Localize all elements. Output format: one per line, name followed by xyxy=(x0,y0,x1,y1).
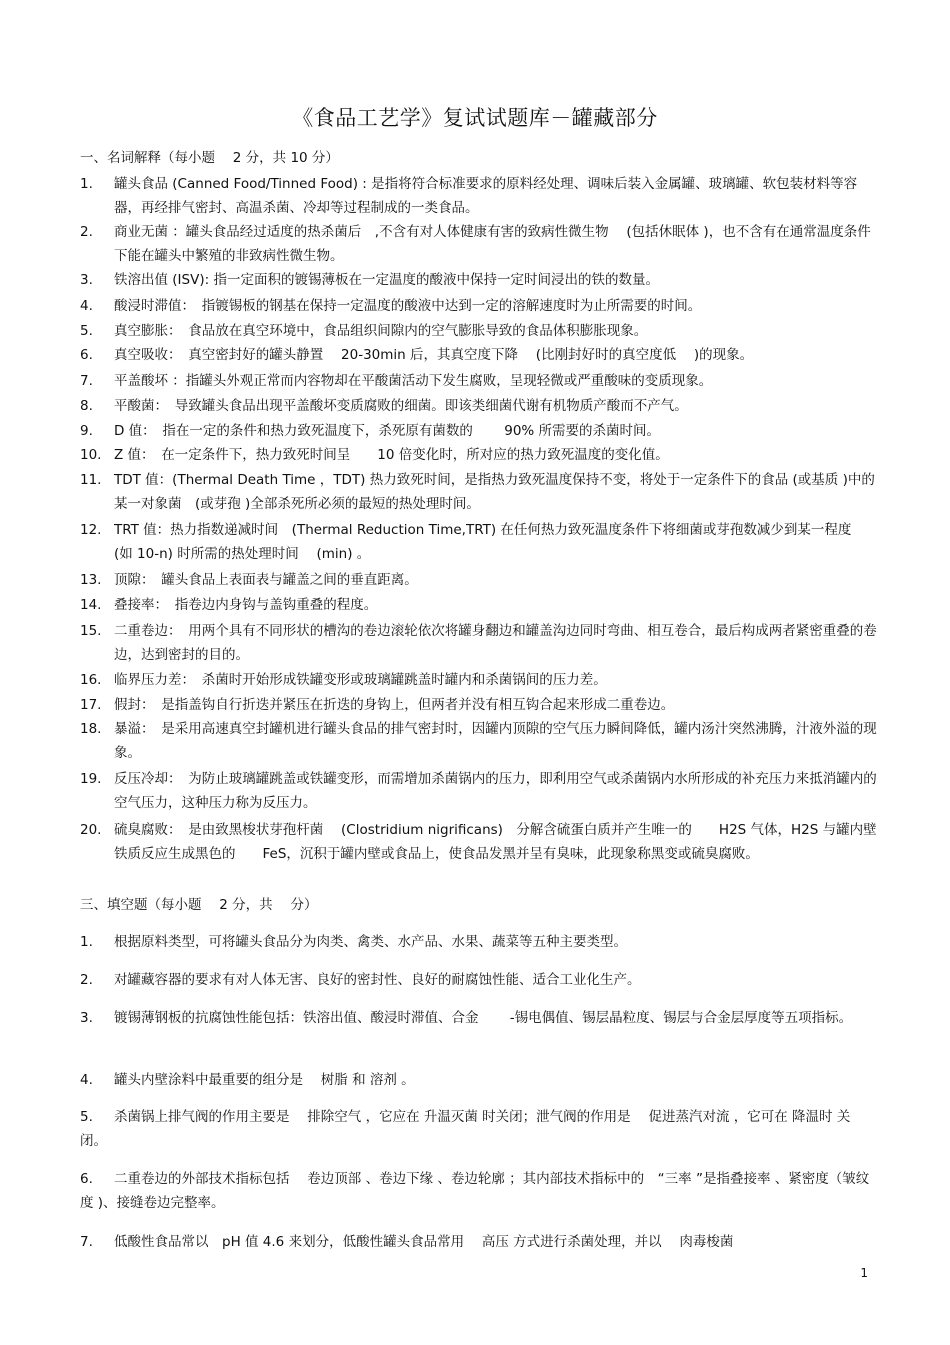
item-number: 4. xyxy=(80,298,93,314)
definition-item xyxy=(80,693,880,717)
definition-item xyxy=(80,369,880,393)
item-text: 平酸菌： 导致罐头食品出现平盖酸坏变质腐败的细菌。即该类细菌代谢有机物质产酸而不产气。 xyxy=(114,398,688,414)
item-number: 9. xyxy=(80,423,93,439)
definition-item xyxy=(80,593,880,617)
definition-item xyxy=(80,568,880,592)
item-number: 14. xyxy=(80,597,102,613)
fill-item xyxy=(80,1230,870,1254)
item-text: 罐头食品 (Canned Food/Tinned Food) : 是指将符合标准要求的原料经处理、调味后装入金属罐、玻璃罐、软包装材料等容器，再经排气密封、高温杀菌、冷却等过程制成的一类食品。 xyxy=(114,176,858,216)
item-number: 10. xyxy=(80,447,102,463)
page-title: 《食品工艺学》复试试题库－罐藏部分 xyxy=(292,106,658,130)
item-text: 低酸性食品常以 pH 值 4.6 来划分，低酸性罐头食品常用 高压 方式进行杀菌处理，并以 肉毒梭菌 xyxy=(114,1234,734,1250)
definition-item xyxy=(80,767,880,815)
definition-item xyxy=(80,294,880,318)
item-number: 16. xyxy=(80,672,102,688)
item-text: 对罐藏容器的要求有对人体无害、良好的密封性、良好的耐腐蚀性能、适合工业化生产。 xyxy=(114,972,641,988)
fill-item xyxy=(80,1068,870,1092)
item-text: 酸浸时滞值： 指镀锡板的钢基在保持一定温度的酸液中达到一定的溶解速度时为止所需要的时间。 xyxy=(114,298,702,314)
item-text: 二重卷边的外部技术指标包括 卷边顶部 、卷边下缘 、卷边轮廓 ；其内部技术指标中的 “三率 ”是指叠接率 、紧密度（皱纹度 )、接缝卷边完整率。 xyxy=(80,1171,870,1211)
fill-item xyxy=(80,968,870,992)
item-text: 杀菌锅上排气阀的作用主要是 排除空气 ，它应在 升温灭菌 时关闭；泄气阀的作用是 促进蒸汽对流 ，它可在 降温时 关闭。 xyxy=(80,1109,851,1149)
item-text: 暴溢： 是采用高速真空封罐机进行罐头食品的排气密封时，因罐内顶隙的空气压力瞬间降低，罐内汤汁突然沸腾，汁液外溢的现象。 xyxy=(114,721,877,761)
section-heading-fill-blanks: 三、填空题（每小题 2 分，共 分） xyxy=(80,897,318,913)
item-number: 5. xyxy=(80,1109,93,1125)
item-text: 硫臭腐败： 是由致黑梭状芽孢杆菌 (Clostridium nigrificans) 分解含硫蛋白质并产生唯一的 H2S 气体，H2S 与罐内壁铁质反应生成黑色的 FeS，沉积于罐内壁或食品上，使食品发黑并呈有臭味，此现象称黑变或硫臭腐败。 xyxy=(114,822,877,862)
item-number: 15. xyxy=(80,623,102,639)
item-text: 镀锡薄钢板的抗腐蚀性能包括：铁溶出值、酸浸时滞值、合金 -锡电偶值、锡层晶粒度、锡层与合金层厚度等五项指标。 xyxy=(114,1010,853,1026)
definition-item xyxy=(80,619,880,667)
item-number: 3. xyxy=(80,1010,93,1026)
definition-item xyxy=(80,343,880,367)
fill-item xyxy=(80,930,870,954)
item-number: 13. xyxy=(80,572,102,588)
item-number: 7. xyxy=(80,1234,93,1250)
definition-item xyxy=(80,717,880,765)
item-number: 8. xyxy=(80,398,93,414)
item-text: 反压冷却： 为防止玻璃罐跳盖或铁罐变形，而需增加杀菌锅内的压力，即利用空气或杀菌锅内水所形成的补充压力来抵消罐内的空气压力，这种压力称为反压力。 xyxy=(114,771,877,811)
item-number: 20. xyxy=(80,822,102,838)
item-number: 6. xyxy=(80,347,93,363)
item-text: 罐头内壁涂料中最重要的组分是 树脂 和 溶剂 。 xyxy=(114,1072,415,1088)
definition-item xyxy=(80,319,880,343)
item-number: 2. xyxy=(80,224,93,240)
definition-item xyxy=(80,443,880,467)
fill-item xyxy=(80,1167,870,1215)
fill-item xyxy=(80,1105,870,1153)
item-number: 17. xyxy=(80,697,102,713)
section-heading-definitions: 一、名词解释（每小题 2 分，共 10 分） xyxy=(80,150,339,166)
item-number: 1. xyxy=(80,934,93,950)
definition-item xyxy=(80,172,880,220)
item-text: 顶隙： 罐头食品上表面表与罐盖之间的垂直距离。 xyxy=(114,572,418,588)
item-text: TRT 值：热力指数递减时间 (Thermal Reduction Time,TRT) 在任何热力致死温度条件下将细菌或芽孢数减少到某一程度 (如 10-n) 时所需的热处理时间 (min) 。 xyxy=(114,522,865,562)
fill-item xyxy=(80,1006,870,1030)
item-number: 4. xyxy=(80,1072,93,1088)
item-number: 1. xyxy=(80,176,93,192)
item-number: 12. xyxy=(80,522,102,538)
item-text: 真空膨胀： 食品放在真空环境中，食品组织间隙内的空气膨胀导致的食品体积膨胀现象。 xyxy=(114,323,648,339)
item-text: 假封： 是指盖钩自行折迭并紧压在折迭的身钩上，但两者并没有相互钩合起来形成二重卷边。 xyxy=(114,697,675,713)
page-number: 1 xyxy=(860,1266,868,1280)
item-text: 真空吸收： 真空密封好的罐头静置 20-30min 后，其真空度下降 (比刚封好时的真空度低 )的现象。 xyxy=(114,347,754,363)
item-text: Z 值： 在一定条件下，热力致死时间呈 10 倍变化时，所对应的热力致死温度的变化值。 xyxy=(114,447,669,463)
definition-item xyxy=(80,668,880,692)
definition-item xyxy=(80,419,880,443)
definition-item xyxy=(80,518,880,566)
item-number: 3. xyxy=(80,272,93,288)
item-number: 18. xyxy=(80,721,102,737)
item-number: 19. xyxy=(80,771,102,787)
item-text: 平盖酸坏 ：指罐头外观正常而内容物却在平酸菌活动下发生腐败，呈现轻微或严重酸味的变质现象。 xyxy=(114,373,713,389)
item-text: 根据原料类型，可将罐头食品分为肉类、禽类、水产品、水果、蔬菜等五种主要类型。 xyxy=(114,934,627,950)
item-number: 6. xyxy=(80,1171,93,1187)
definition-item xyxy=(80,220,880,268)
item-text: 二重卷边： 用两个具有不同形状的槽沟的卷边滚轮依次将罐身翻边和罐盖沟边同时弯曲、相互卷合，最后构成两者紧密重叠的卷边，达到密封的目的。 xyxy=(114,623,877,663)
definition-item xyxy=(80,394,880,418)
item-number: 7. xyxy=(80,373,93,389)
item-text: 叠接率： 指卷边内身钩与盖钩重叠的程度。 xyxy=(114,597,378,613)
item-text: 铁溶出值 (ISV): 指一定面积的镀锡薄板在一定温度的酸液中保持一定时间浸出的铁的数量。 xyxy=(114,272,659,288)
item-text: 商业无菌 ：罐头食品经过适度的热杀菌后 ,不含有对人体健康有害的致病性微生物 (包括休眠体 )，也不含有在通常温度条件下能在罐头中繁殖的非致病性微生物。 xyxy=(114,224,871,264)
item-number: 2. xyxy=(80,972,93,988)
definition-item xyxy=(80,818,880,866)
item-number: 11. xyxy=(80,472,102,488)
item-text: 临界压力差： 杀菌时开始形成铁罐变形或玻璃罐跳盖时罐内和杀菌锅间的压力差。 xyxy=(114,672,607,688)
definition-item xyxy=(80,468,880,516)
item-number: 5. xyxy=(80,323,93,339)
definition-item xyxy=(80,268,880,292)
item-text: D 值： 指在一定的条件和热力致死温度下，杀死原有菌数的 90% 所需要的杀菌时间。 xyxy=(114,423,661,439)
item-text: TDT 值：(Thermal Death Time ，TDT) 热力致死时间，是指热力致死温度保持不变，将处于一定条件下的食品 (或基质 )中的某一对象菌 (或芽孢 )全部杀死所必须的最短的热处理时间。 xyxy=(114,472,875,512)
